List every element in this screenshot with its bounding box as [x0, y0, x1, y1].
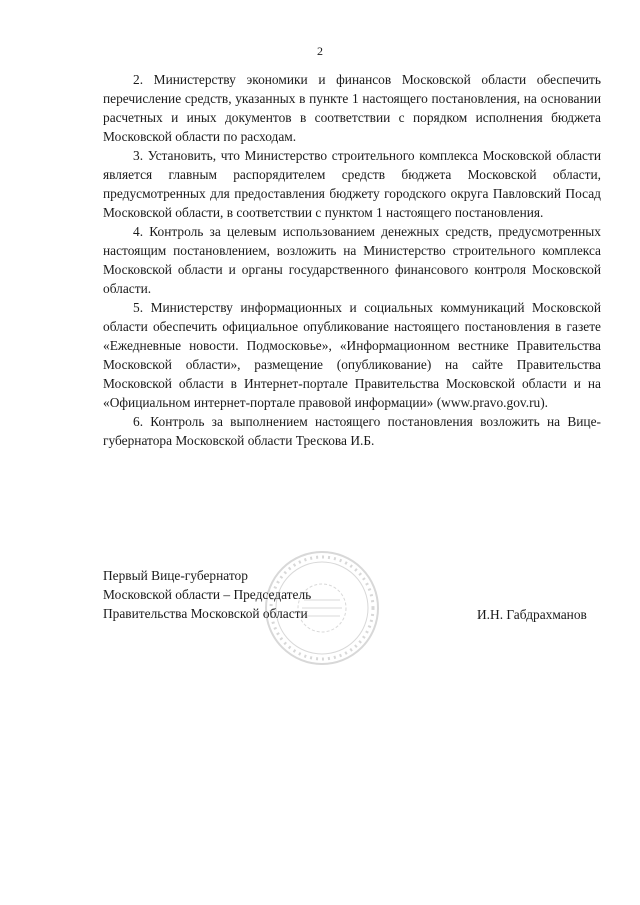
signature-title-line: Московской области – Председатель: [103, 587, 312, 602]
paragraph-5: 5. Министерству информационных и социальных коммуникаций Московской области обеспечить официальное опубликование настоящего постановления в газете «Ежедневные новости. Подмосковье», «Информационном вестнике Правительства Московской области», размещение (опубликование) на сайте Правительства Московской области в Интернет-портале Правительства Московской области и на «Официальном интернет-портале правовой информации» (www.pravo.gov.ru).: [103, 300, 601, 410]
signer-name: И.Н. Габдрахманов: [477, 607, 587, 622]
paragraph-6: 6. Контроль за выполнением настоящего постановления возложить на Вице-губернатора Московской области Трескова И.Б.: [103, 414, 601, 448]
page-number: 2: [317, 44, 323, 58]
document-body: [103, 70, 601, 450]
paragraph-3: 3. Установить, что Министерство строительного комплекса Московской области является главным распорядителем средств бюджета Московской области, предусмотренных для предоставления бюджету городского округа Павловский Посад Московской области, в соответствии с пунктом 1 настоящего постановления.: [103, 148, 601, 220]
signature-title-line: Первый Вице-губернатор: [103, 568, 248, 583]
paragraph-4: 4. Контроль за целевым использованием денежных средств, предусмотренных настоящим постановлением, возложить на Министерство строительного комплекса Московской области и органы государственного финансового контроля Московской области.: [103, 224, 601, 296]
paragraph-2: 2. Министерству экономики и финансов Московской области обеспечить перечисление средств, указанных в пункте 1 настоящего постановления, на основании расчетных и иных документов в соответствии с порядком исполнения бюджета Московской области по расходам.: [103, 72, 601, 144]
signature-title-line: Правительства Московской области: [103, 606, 308, 621]
